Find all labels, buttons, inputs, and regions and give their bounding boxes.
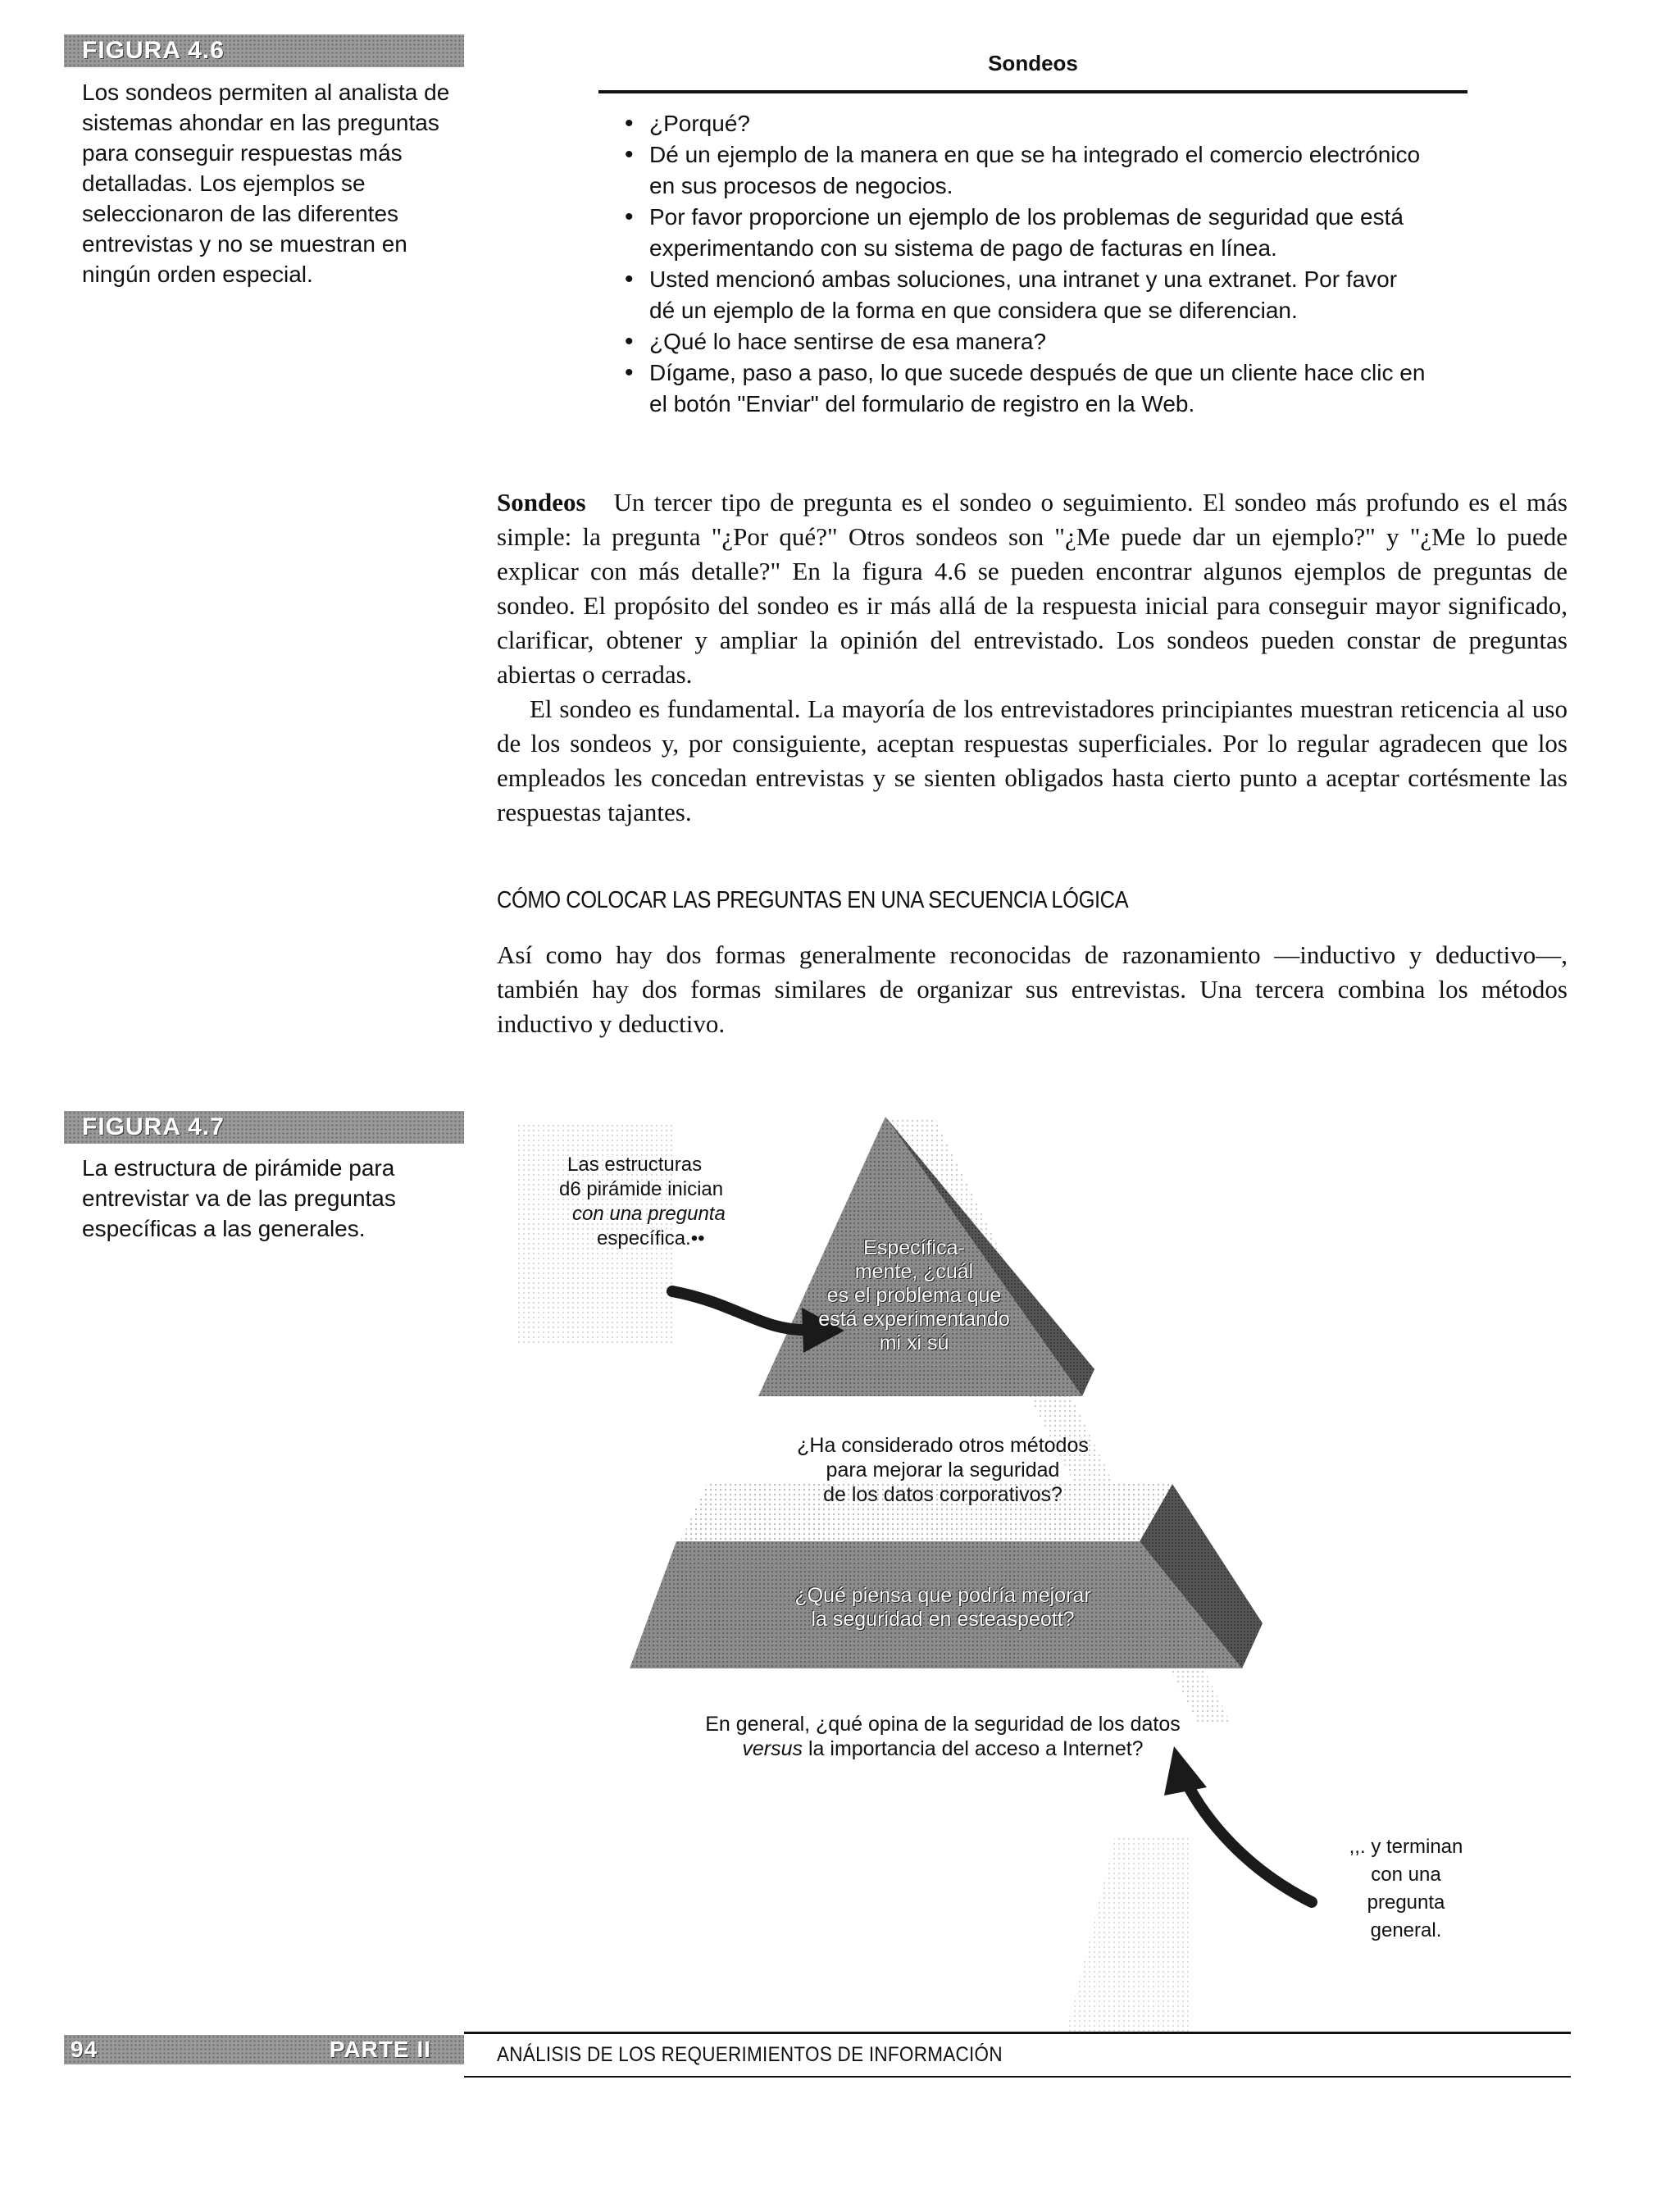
probes-figure-rule <box>598 90 1467 93</box>
callout-top: Las estructuras d6 pirámide inician con una pregunta específica.•• <box>559 1154 726 1249</box>
figure-4-7-caption: La estructura de pirámide para entrevistar va de las preguntas específicas a las generales. <box>82 1155 396 1241</box>
footer-tag-bar <box>64 2035 464 2064</box>
callout-shadow <box>1066 1837 1189 2033</box>
figure-4-6-tag: FIGURA 4.6 <box>64 34 464 67</box>
probe-item: • Dé un ejemplo de la manera en que se ha integrado el comercio electrónico en sus procesos de negocios. <box>617 139 1428 202</box>
figure-4-7-tag: FIGURA 4.7 <box>64 1111 464 1144</box>
probes-list <box>617 108 1428 420</box>
bottom-question-rest: la importancia del acceso a Internet? <box>808 1737 1144 1760</box>
arrow-bottom <box>1185 1779 1312 1902</box>
body-section <box>497 485 1568 830</box>
probes-figure-title: Sondeos <box>988 51 1078 75</box>
body-section-2 <box>497 938 1568 1041</box>
callout-bottom: ,,. y terminan con una pregunta general. <box>1349 1836 1463 1941</box>
probe-item: • ¿Porqué? <box>617 108 1428 139</box>
figure-4-6-caption: Los sondeos permiten al analista de sistemas ahondar en las preguntas para conseguir respuestas más detalladas. Los ejemplos se seleccionaron de las diferentes entrevistas y no se muestran en ningún orden especial. <box>82 80 450 287</box>
pyramid-middle-question: ¿Ha considerado otros métodos para mejorar la seguridad de los datos corporativos? <box>797 1434 1089 1506</box>
paragraph-3: Así como hay dos formas generalmente reconocidas de razonamiento —inductivo y deductivo—, también hay dos formas similares de organizar sus entrevistas. Una tercera combina los métodos inductivo y deductivo. <box>497 940 1568 1038</box>
probe-item: • Usted mencionó ambas soluciones, una intranet y una extranet. Por favor dé un ejemplo de la forma en que considera que se diferencian. <box>617 264 1428 326</box>
runin-heading: Sondeos <box>497 488 586 517</box>
probe-item: • ¿Qué lo hace sentirse de esa manera? <box>617 326 1428 357</box>
pyramid-bottom-question: En general, ¿qué opina de la seguridad de los datos versus la importancia del acceso a Internet? <box>705 1713 1181 1760</box>
section-heading: CÓMO COLOCAR LAS PREGUNTAS EN UNA SECUENCIA LÓGICA <box>497 887 1129 913</box>
pyramid-top-question: Específica- mente, ¿cuál es el problema que está experimentando mi xi sú <box>818 1236 1010 1354</box>
page-number: 94 <box>71 2037 98 2062</box>
paragraph-2: El sondeo es fundamental. La mayoría de los entrevistadores principiantes muestran reticencia al uso de los sondeos y, por consiguiente, aceptan respuestas superficiales. Por lo regular agradecen que los empleados les concedan entrevistas y se sienten obligados hasta cierto punto a aceptar cortésmente las respuestas tajantes. <box>497 694 1568 826</box>
footer-rule-top <box>464 2032 1571 2034</box>
footer-rule-bottom <box>464 2076 1571 2078</box>
pyramid-band-question: ¿Qué piensa que podría mejorar la seguridad en esteaspeott? <box>794 1584 1091 1631</box>
paragraph-1: Un tercer tipo de pregunta es el sondeo o seguimiento. El sondeo más profundo es el más simple: la pregunta "¿Por qué?" Otros sondeos son "¿Me puede dar un ejemplo?" y "¿Me lo puede explicar con más detalle?" En la figura 4.6 se pueden encontrar algunos ejemplos de preguntas de sondeo. El propósito del sondeo es ir más allá de la respuesta inicial para conseguir mayor significado, clarificar, obtener y ampliar la opinión del entrevistado. Los sondeos pueden constar de preguntas abiertas o cerradas. <box>497 488 1568 689</box>
part-label: PARTE II <box>329 2037 431 2062</box>
running-title: ANÁLISIS DE LOS REQUERIMIENTOS DE INFORMACIÓN <box>497 2043 1003 2066</box>
probe-item: • Dígame, paso a paso, lo que sucede después de que un cliente hace clic en el botón "Enviar" del formulario de registro en la Web. <box>617 357 1428 420</box>
probe-item: • Por favor proporcione un ejemplo de los problemas de seguridad que está experimentando con su sistema de pago de facturas en línea. <box>617 202 1428 264</box>
